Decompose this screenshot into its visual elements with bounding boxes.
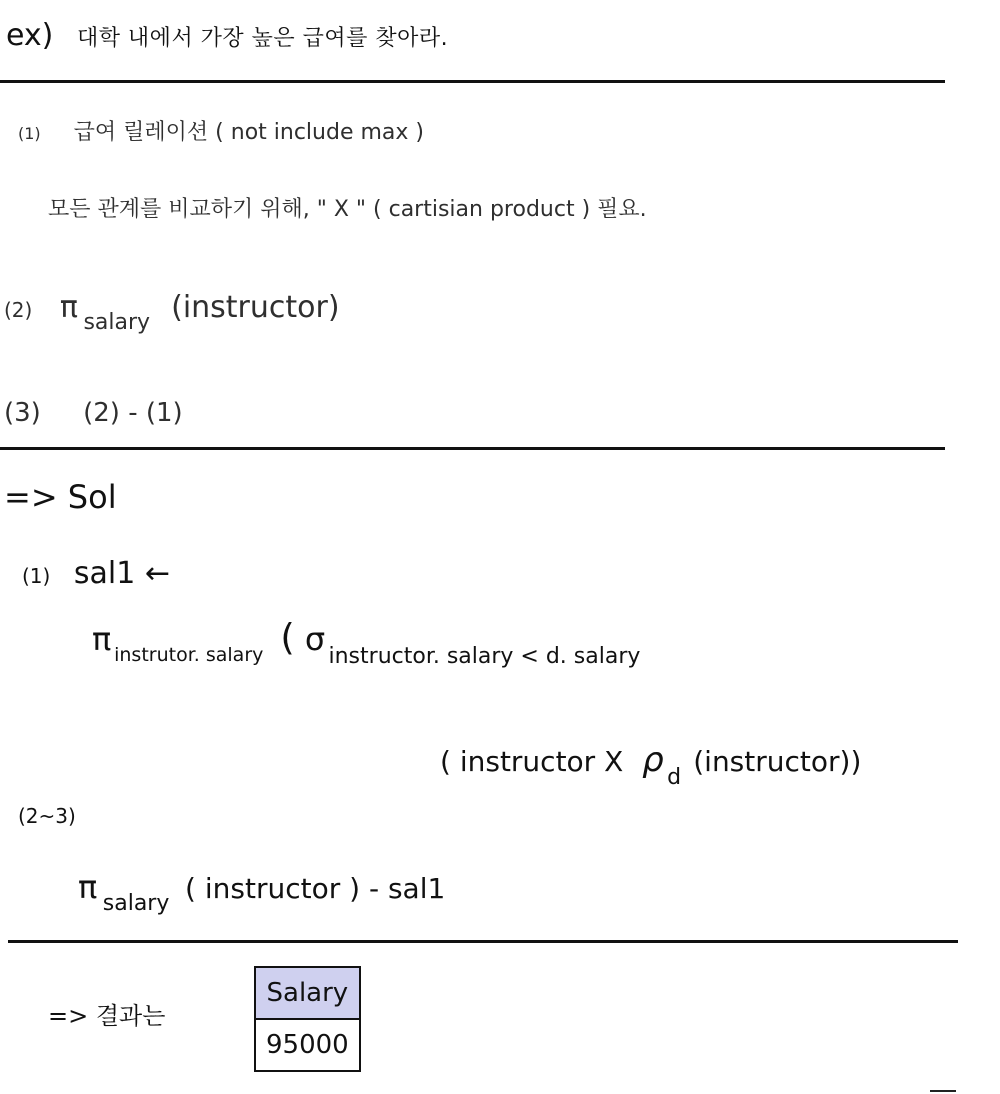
step3-text: (2) - (1) xyxy=(83,398,183,428)
sol-line3-text2: (instructor)) xyxy=(693,745,862,778)
sol-line5-pi-sub: salary xyxy=(102,891,170,917)
sol-line3-rho: ρ xyxy=(642,740,664,780)
result-label: => 결과는 xyxy=(48,1002,166,1030)
result-value-cell: 95000 xyxy=(255,1019,360,1071)
divider-3 xyxy=(8,940,958,943)
title-text: 대학 내에서 가장 높은 급여를 찾아라. xyxy=(76,26,449,51)
divider-1 xyxy=(0,80,945,83)
step2-line xyxy=(4,290,340,335)
result-value-row xyxy=(255,1019,360,1071)
sol-line2-pi: π xyxy=(92,620,112,658)
result-table xyxy=(254,966,361,1072)
sol-line1-num: (1) xyxy=(22,564,51,588)
result-header-cell: Salary xyxy=(255,967,360,1019)
sol-line2 xyxy=(92,616,644,669)
step3-line xyxy=(4,398,183,428)
sol-line5-text: ( instructor ) - sal1 xyxy=(185,872,446,905)
sol-line5-pi: π xyxy=(78,868,98,906)
step1-num: (1) xyxy=(18,124,41,143)
step2-num: (2) xyxy=(4,298,33,322)
sol-line2-sigma: σ xyxy=(304,620,326,658)
result-header-row xyxy=(255,967,360,1019)
step2-sub: salary xyxy=(83,310,151,336)
step1-text: 급여 릴레이션 ( not include max ) xyxy=(73,120,424,145)
step3-num: (3) xyxy=(4,398,41,428)
title-prefix: ex) xyxy=(6,18,54,53)
step1-note: 모든 관계를 비교하기 위해, " X " ( cartisian product ) 필요. xyxy=(48,197,647,222)
step1-line xyxy=(18,115,424,146)
divider-2 xyxy=(0,447,945,450)
sol-line5 xyxy=(78,868,445,916)
solution-heading: => Sol xyxy=(4,478,117,516)
sol-line3-rho-sub: d xyxy=(667,765,682,791)
page-corner-mark xyxy=(930,1090,956,1092)
sol-line2-open: ( xyxy=(280,616,295,659)
sol-line3 xyxy=(440,740,861,790)
sol-line1 xyxy=(22,556,170,591)
sol-line2-sigma-sub: instructor. salary < d. salary xyxy=(328,644,641,670)
title-line xyxy=(6,18,448,53)
step2-arg: (instructor) xyxy=(171,290,340,325)
sol-line3-text1: ( instructor X xyxy=(440,745,633,778)
sol-line2-pi-sub: instrutor. salary xyxy=(114,644,264,667)
sol-line1-text: sal1 ← xyxy=(73,556,170,591)
sol-line4: (2~3) xyxy=(18,804,76,828)
step2-pi: π xyxy=(59,290,78,325)
